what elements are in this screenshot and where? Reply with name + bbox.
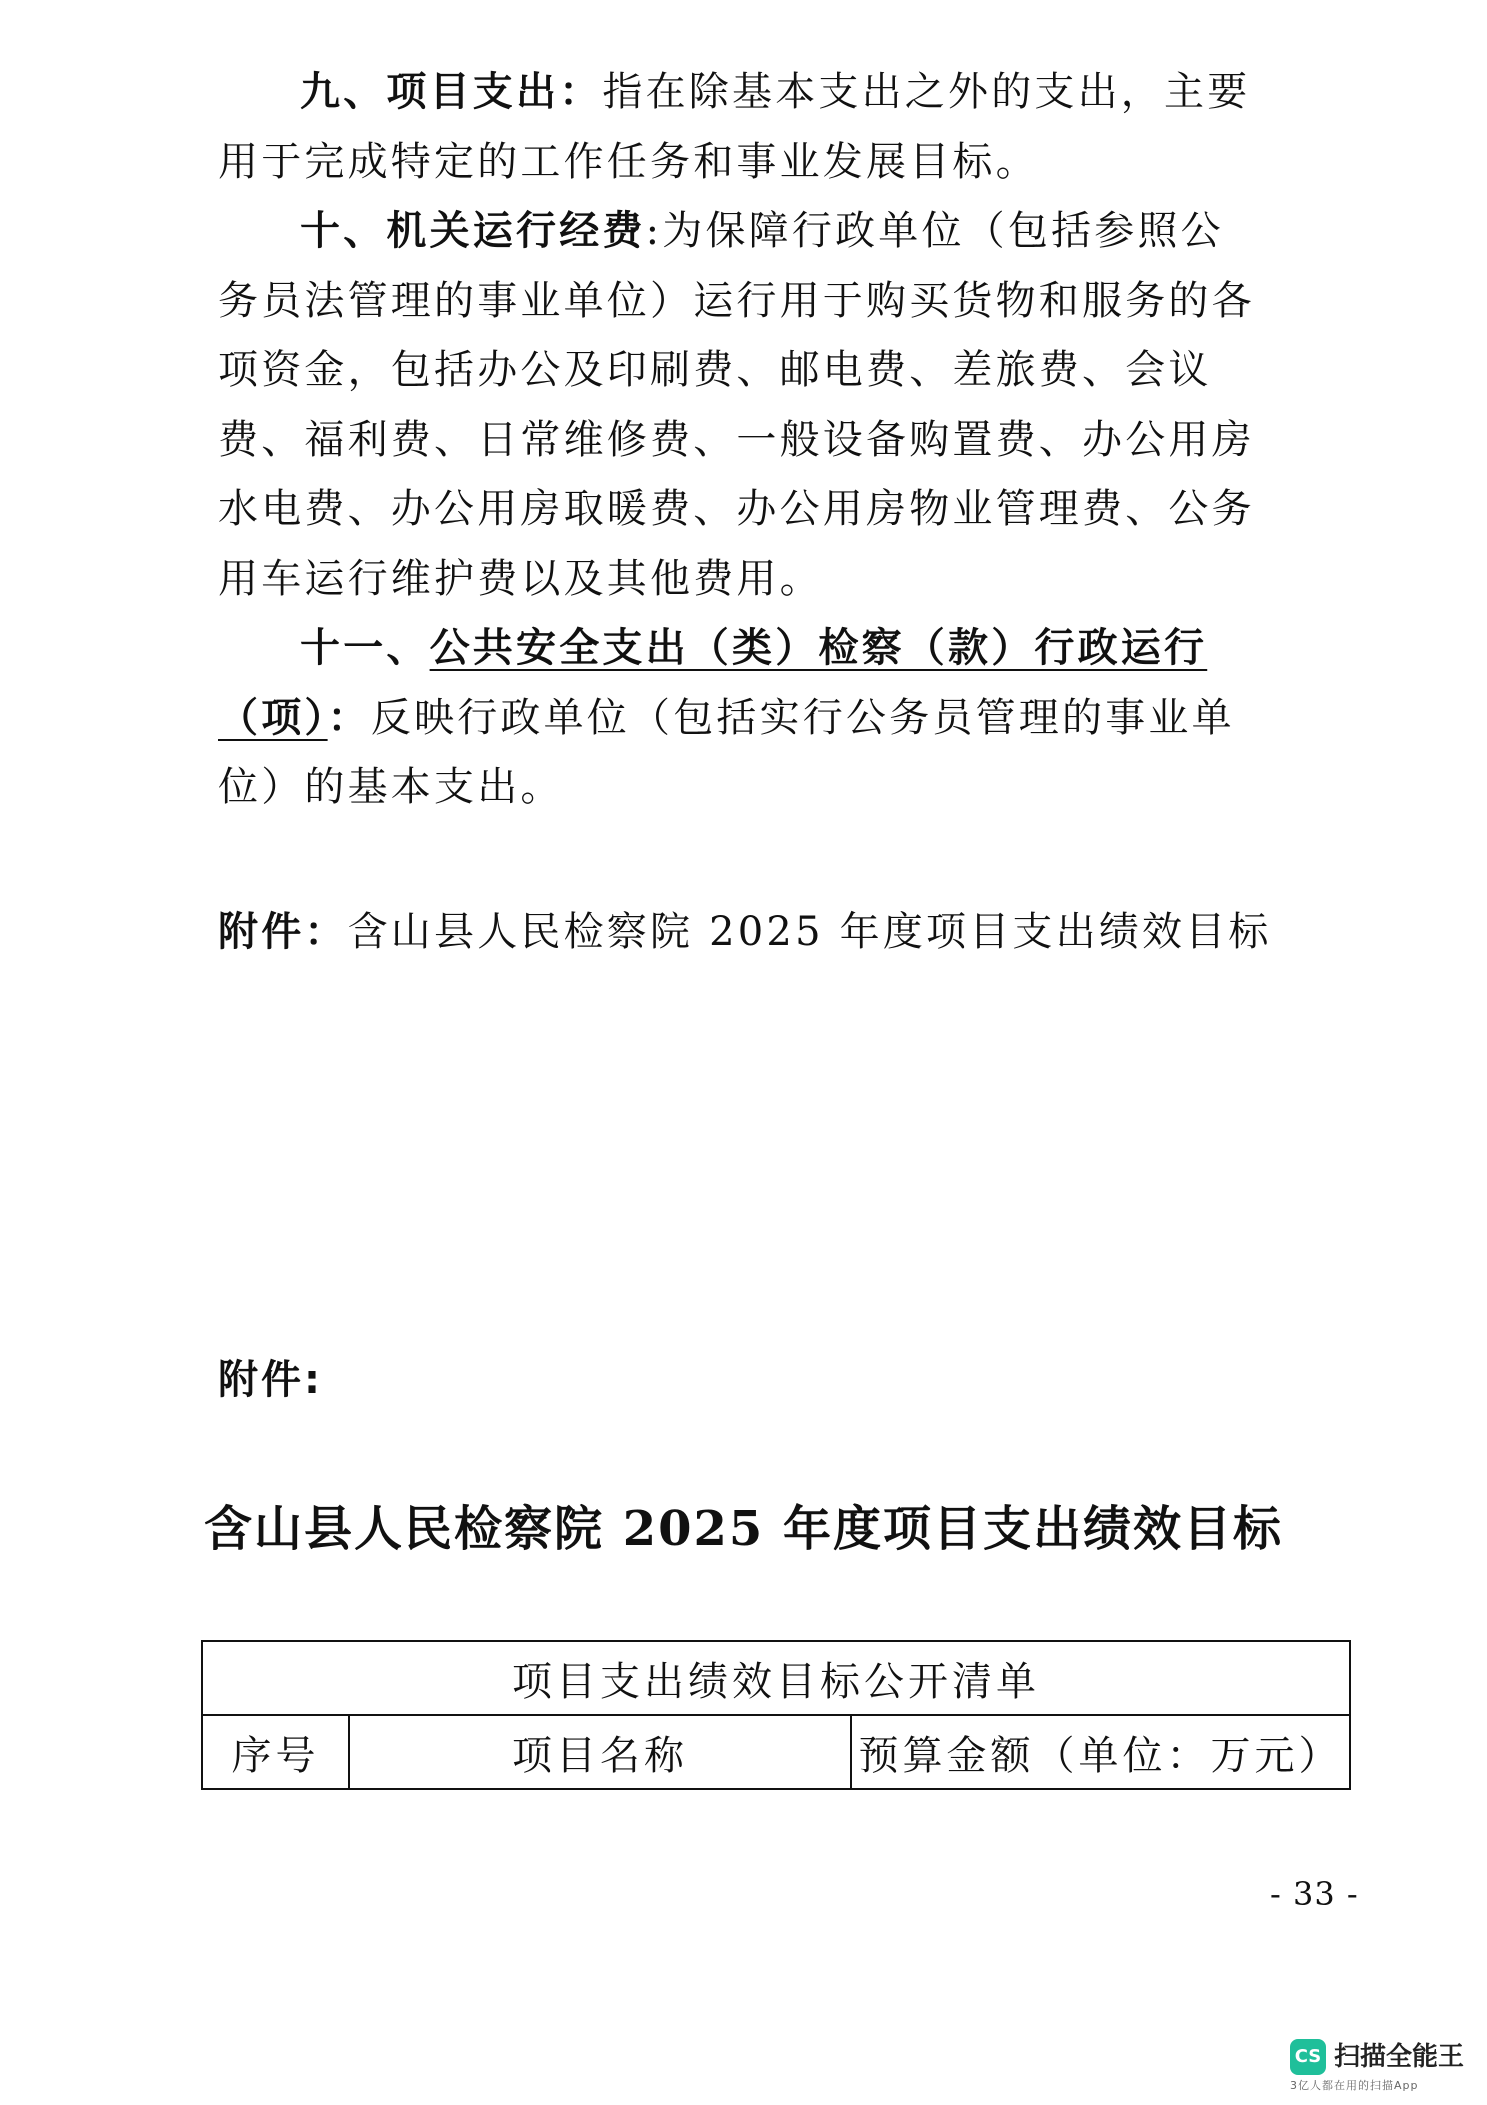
section-heading: 十、机关运行经费: [300, 208, 646, 254]
section-body: 反映行政单位（包括实行公务员管理的事业单位）的基本支出。: [218, 694, 1235, 810]
attachment-note: [218, 900, 1272, 957]
section-heading-underlined: 公共安全支出（类）检察（款）行政运行（项）: [218, 625, 1208, 741]
attachment-note-label: 附件：: [218, 909, 348, 955]
section-item-11: [218, 614, 1263, 823]
section-item-10: [218, 197, 1263, 614]
camscanner-logo-icon: CS: [1290, 2039, 1326, 2075]
watermark-name: 扫描全能王: [1334, 2042, 1465, 2072]
page-number: - 33 -: [1270, 1875, 1359, 1913]
section-body: :为保障行政单位（包括参照公务员法管理的事业单位）运行用于购买货物和服务的各项资金，包括办公及印刷费、邮电费、差旅费、会议费、福利费、日常维修费、一般设备购置费、办公用房水电费、办公用房取暖费、办公用房物业管理费、公务用车运行维护费以及其他费用。: [218, 208, 1255, 602]
section-heading: 十一、: [300, 625, 430, 671]
performance-target-table: [201, 1640, 1351, 1790]
table-caption: 项目支出绩效目标公开清单: [202, 1641, 1350, 1715]
attachment-label: 附件:: [218, 1357, 323, 1403]
section-item-9: [218, 58, 1263, 197]
table-header-row: [202, 1715, 1350, 1789]
document-title: 含山县人民检察院 2025 年度项目支出绩效目标: [203, 1501, 1284, 1557]
header-project-name: 项目名称: [349, 1715, 851, 1789]
scanner-watermark: [1290, 2035, 1470, 2095]
attachment-note-text: 含山县人民检察院 2025 年度项目支出绩效目标: [347, 909, 1272, 955]
header-serial: 序号: [202, 1715, 349, 1789]
section-heading: 九、项目支出：: [300, 69, 603, 115]
header-budget-amount: 预算金额（单位：万元）: [851, 1715, 1350, 1789]
watermark-tagline: 3亿人都在用的扫描App: [1290, 2079, 1419, 2092]
section-heading-colon: ：: [327, 694, 371, 741]
table-caption-row: [202, 1641, 1350, 1715]
section-body: 指在除基本支出之外的支出，主要用于完成特定的工作任务和事业发展目标。: [218, 69, 1251, 185]
